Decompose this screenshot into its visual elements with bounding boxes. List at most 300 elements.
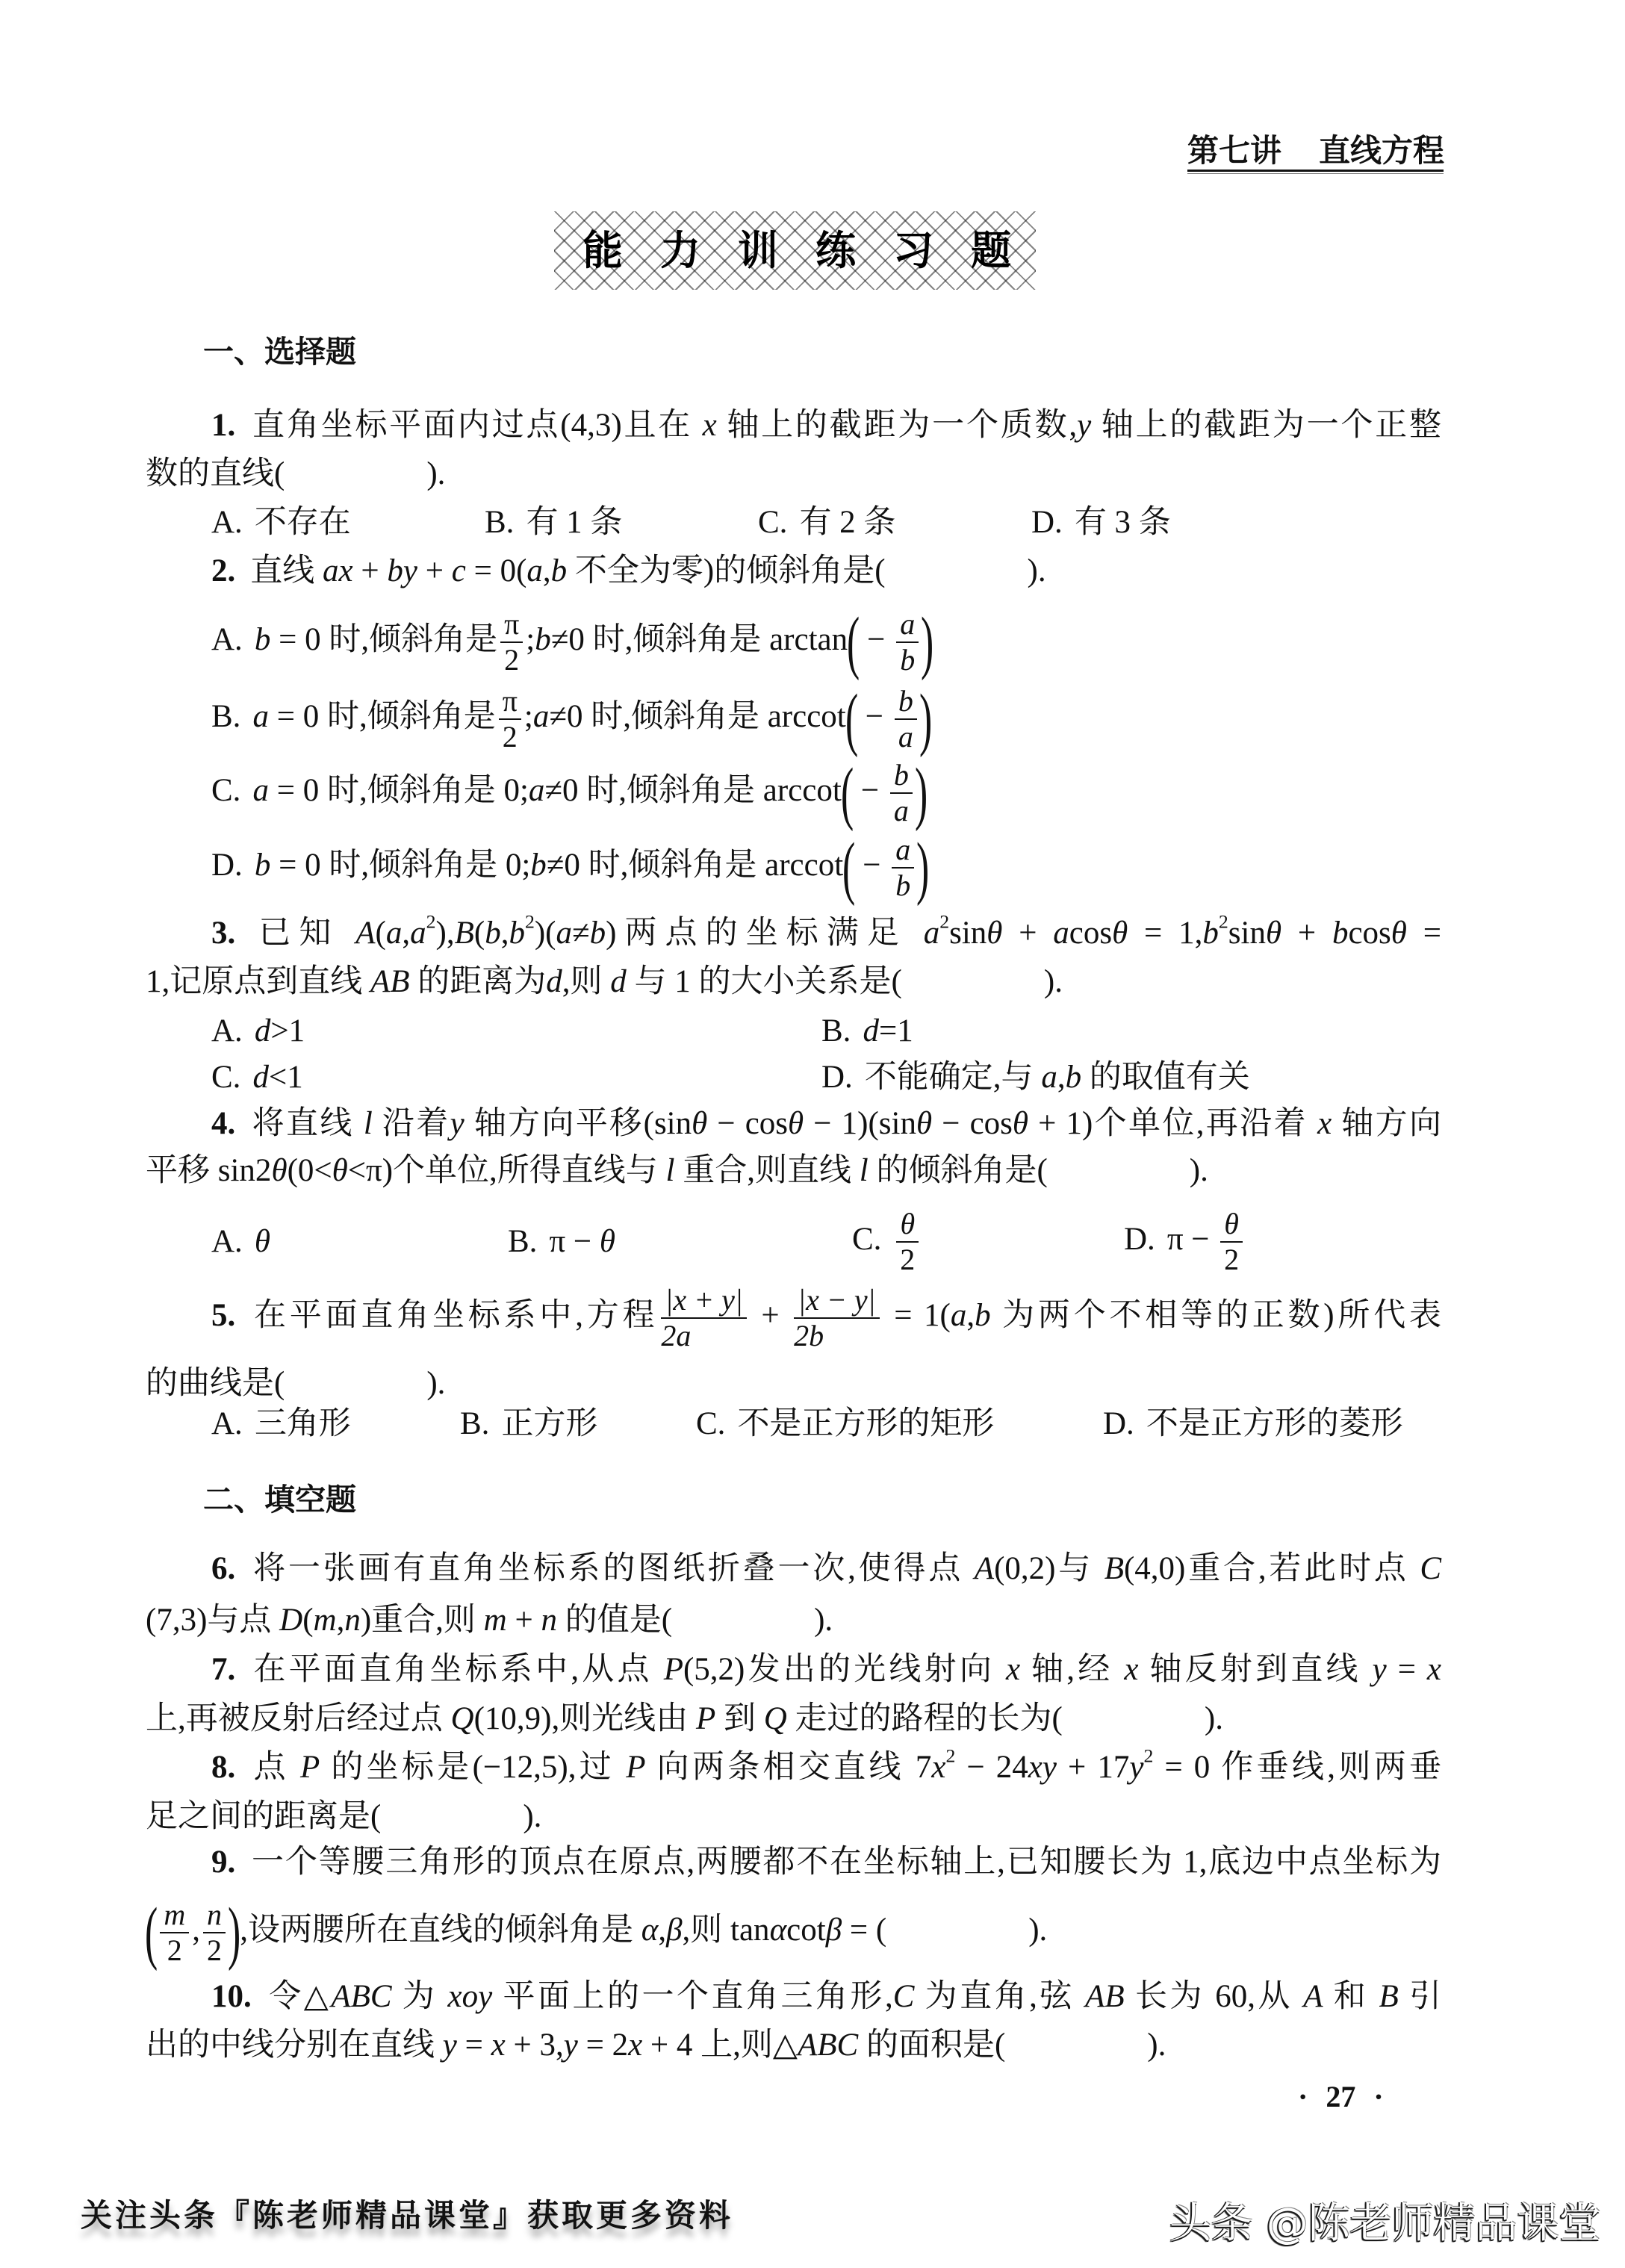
math-symbol: x [702,408,717,444]
question-text [146,964,1063,999]
text-run: 与 1 的大小关系是( [626,964,902,1000]
fraction [896,1208,919,1276]
math-symbol: ax [323,553,353,589]
line-content [211,1977,1441,2016]
fraction-denominator: a [893,794,909,827]
superscript: 2 [1218,910,1228,933]
text-run: 直线 [250,553,323,589]
math-symbol: c [451,553,466,589]
fraction-denominator: b [895,869,911,902]
question-text [146,1799,541,1834]
option-label: C. [211,772,241,808]
text-run: = 1( [882,1297,951,1333]
option-text [255,505,351,540]
question-3-line-1 [211,910,1441,957]
text-run: 一个等腰三角形的顶点在原点,两腰都不在坐标轴上,已知腰长为 1,底边中点坐标为 [250,1845,1441,1880]
text-run: = [456,2028,491,2063]
text-run: 不全为零)的倾斜角是( [567,553,886,589]
text-run: )( [534,916,556,951]
question-text [146,1603,833,1638]
large-parenthesis: ) [919,680,933,758]
question-9-line-2 [145,1894,1048,1972]
text-run: + 4 上,则△ [642,2028,798,2063]
math-symbol: b [589,916,606,951]
text-run: ). [426,456,446,492]
math-symbol: m [313,1603,337,1638]
math-symbol: x [1317,1106,1332,1142]
text-run: sin [1228,916,1266,951]
math-symbol: b [530,847,547,883]
line-content [146,963,1063,1001]
math-symbol: d [863,1013,879,1049]
option-b [485,499,622,547]
text-run: ). [1043,964,1063,1000]
option-label: D. [1031,505,1063,541]
fraction-numerator: |x − y| [794,1284,880,1319]
option-text [1146,1406,1403,1441]
text-run: + 17 [1056,1750,1130,1786]
text-run: 轴,经 [1020,1652,1125,1688]
fraction [895,686,917,753]
fraction-denominator: 2 [900,1243,916,1276]
question-number: 2. [211,553,236,589]
math-symbol: β [666,1912,683,1948]
option-text [501,1406,597,1441]
option-text [255,1224,270,1259]
superscript: 2 [426,910,436,933]
option-content [852,1208,922,1276]
question-number: 5. [211,1297,236,1333]
option-content [211,1405,351,1444]
text-run: ≠0 时,倾斜角是 arccot [546,847,844,883]
math-symbol: a [252,772,269,808]
option-label: D. [1103,1406,1134,1442]
option-a [211,603,934,681]
fraction-numerator: a [896,609,919,643]
option-text [254,829,930,907]
math-symbol: y [450,1106,464,1142]
math-symbol: A [974,1551,995,1587]
text-run: ). [1147,2028,1166,2063]
banner-title: 能力训练习题 [582,227,1048,274]
math-symbol: θ [271,1153,288,1189]
text-run: 的倾斜角是( [868,1153,1048,1189]
text-run: 直角坐标平面内过点(4,3)且在 [250,408,703,444]
text-run: 足之间的距离是( [146,1799,382,1835]
math-symbol: θ [788,1106,804,1142]
math-symbol: θ [1265,916,1282,951]
option-text [893,1207,922,1276]
option-content [211,829,930,907]
text-run: π − [549,1224,600,1260]
text-run: 三角形 [254,1406,351,1442]
option-content [696,1405,994,1444]
fraction-numerator: n [203,1899,226,1933]
line-content [211,1105,1441,1143]
option-label: A. [211,1224,243,1260]
text-run: , [542,553,551,589]
question-text [250,1652,1441,1687]
text-run: = 0 时,倾斜角是 0; [270,847,531,883]
line-content [146,455,445,494]
fraction [500,609,523,676]
line-content [146,1601,833,1640]
option-text [252,680,933,758]
question-number: 4. [211,1106,236,1142]
large-parenthesis: ( [840,754,854,832]
fraction-numerator: π [499,686,521,720]
math-symbol: a [252,698,269,734]
math-symbol: a [532,698,550,734]
question-8-line-2 [146,1793,541,1841]
text-run: cot [786,1912,826,1948]
option-content [211,1058,303,1097]
fraction-denominator: 2b [794,1319,824,1352]
option-a [211,1400,351,1448]
text-run: ( [375,916,386,951]
math-symbol: θ [987,916,1003,951]
option-content [821,1012,913,1051]
question-text [145,1894,1048,1972]
math-symbol: a [1053,916,1069,951]
fraction-denominator: 2 [167,1933,182,1967]
option-label: C. [696,1406,726,1442]
fraction-numerator: a [892,834,914,869]
text-run: 在平面直角坐标系中,从点 [250,1652,664,1688]
option-content [211,503,351,542]
text-run: ≠0 时,倾斜角是 arccot [544,772,842,808]
text-run: , [192,1912,200,1948]
text-run: = 0 作垂线,则两垂 [1153,1750,1442,1786]
question-6-line-2 [146,1597,833,1644]
math-symbol: y [1372,1652,1387,1688]
option-text [737,1406,994,1441]
watermark-footer-right: 头条 @陈老师精品课堂 [1169,2199,1601,2248]
option-content [211,680,933,758]
line-content [146,1364,445,1403]
text-run: + 3, [505,2028,564,2063]
option-a [211,499,351,547]
option-label: B. [211,698,241,734]
option-d [1124,1207,1246,1276]
fraction-denominator: 2 [1224,1243,1240,1276]
option-content [821,1058,1250,1097]
fraction [499,686,521,753]
text-run: cos [1348,916,1391,951]
math-symbol: AB [1085,1979,1125,2015]
math-symbol: a [528,772,545,808]
text-run: ). [1027,553,1046,589]
option-content [211,603,934,681]
text-run: , [336,1603,345,1638]
text-run: = 0 时,倾斜角是 [268,698,496,734]
option-d [1031,499,1171,547]
line-content [211,552,1046,591]
option-a [211,1007,305,1055]
option-text [799,505,895,540]
question-text [267,1979,1441,2014]
math-symbol: θ [254,1224,270,1260]
math-symbol: P [299,1750,320,1786]
large-parenthesis: ) [914,754,928,832]
math-symbol: d [546,964,562,1000]
text-run: ). [1204,1701,1223,1737]
text-run: 已知 [250,916,356,951]
option-label: D. [1124,1221,1155,1257]
math-symbol: l [859,1153,869,1189]
text-run: 为直角,弦 [914,1979,1086,2015]
text-run: , [966,1297,975,1333]
math-symbol: B [454,916,474,951]
text-run: 数的直线( [146,456,285,492]
text-run: − cos [932,1106,1013,1142]
option-content [1031,503,1171,542]
text-run: ,设两腰所在直线的倾斜角是 [240,1912,641,1948]
chapter-title: 直线方程 [1319,132,1445,169]
question-5-line-1 [211,1283,1441,1352]
math-symbol: b [535,621,551,657]
math-symbol: l [363,1106,373,1142]
superscript: 2 [945,1745,956,1767]
text-run: = 0 时,倾斜角是 [270,621,498,657]
fraction [1220,1208,1243,1276]
math-symbol: n [344,1603,361,1638]
question-7-line-2 [146,1695,1223,1743]
text-run: ). [1028,1912,1048,1948]
line-content [211,1745,1442,1787]
math-symbol: B [1104,1551,1124,1587]
question-10-line-2 [146,2022,1166,2069]
option-text [526,505,622,540]
math-symbol: a [526,553,543,589]
math-symbol: xoy [447,1979,493,2015]
question-number: 1. [211,408,236,444]
math-symbol: y [442,2028,457,2063]
option-content [211,1222,270,1261]
text-run: ( [302,1603,314,1638]
text-run: , [658,1912,667,1948]
text-run: = [1386,1652,1427,1688]
option-a [211,1218,270,1266]
math-symbol: A [355,916,376,951]
text-run: =1 [878,1013,913,1049]
question-4-line-2 [146,1147,1208,1195]
question-6-line-1 [211,1545,1441,1593]
math-symbol: b [254,621,271,657]
math-symbol: θ [332,1153,348,1189]
text-run: <1 [268,1060,303,1096]
question-1-line-2 [146,450,445,498]
fraction-numerator: θ [1220,1208,1243,1243]
text-run: π − [1166,1221,1218,1257]
question-text [250,553,1045,588]
option-content [211,754,928,832]
text-run: 长为 60,从 [1124,1979,1304,2015]
math-symbol: θ [1012,1106,1029,1142]
math-symbol: θ [916,1106,933,1142]
option-content [1103,1405,1403,1444]
line-content [211,406,1441,445]
text-run: + 1)个单位,再沿着 [1028,1106,1318,1142]
section-heading-multiple-choice: 一、选择题 [203,334,356,370]
question-8-line-1 [211,1744,1441,1792]
text-run: ). [426,1366,446,1402]
large-parenthesis: ) [227,1894,241,1972]
question-text [146,1701,1223,1736]
math-symbol: C [892,1979,915,2015]
math-symbol: x [1124,1652,1139,1688]
question-4-line-1 [211,1100,1441,1148]
option-text [254,603,934,681]
text-run: 和 [1323,1979,1379,2015]
math-symbol: β [825,1912,842,1948]
text-run: ( [473,916,485,951]
option-text [252,754,928,832]
fraction-denominator: 2 [504,643,520,677]
option-content [211,1012,305,1051]
text-run: 在平面直角坐标系中,方程 [250,1297,659,1333]
text-run: ), [435,916,455,951]
option-b [508,1218,615,1266]
page-number: · 27 · [1298,2080,1384,2113]
math-symbol: P [663,1652,683,1688]
math-symbol: y [1077,408,1092,444]
question-text [250,1745,1442,1786]
exercise-banner [554,211,1048,290]
text-run: 不是正方形的矩形 [737,1406,995,1442]
option-text [549,1224,615,1259]
text-run: (7,3)与点 [146,1603,280,1638]
math-symbol: x [1006,1652,1021,1688]
text-run: ; [523,698,533,734]
text-run: 的值是( [557,1603,673,1638]
text-run: 将直线 [250,1106,364,1142]
text-run: 轴反射到直线 [1138,1652,1373,1688]
text-run: = 0 时,倾斜角是 0; [268,772,529,808]
math-symbol: θ [1112,916,1128,951]
text-run: ). [814,1603,833,1638]
large-parenthesis: ( [145,1894,158,1972]
text-run: + [417,553,452,589]
text-run: 的取值有关 [1081,1060,1250,1096]
fraction [896,609,919,676]
question-number: 3. [211,916,236,951]
text-run: , [402,916,411,951]
line-content [211,1284,1441,1352]
math-symbol: AB [370,964,410,1000]
text-run: + [352,553,388,589]
math-symbol: m [483,1603,507,1638]
option-c [852,1207,922,1276]
option-content [460,1405,597,1444]
math-symbol: P [695,1701,716,1737]
fraction-numerator: b [895,686,917,720]
option-d [1103,1400,1403,1448]
text-run: 引 [1398,1979,1442,2015]
text-run: ,则 [562,964,611,1000]
math-symbol: C [1420,1551,1442,1587]
text-run: 出的中线分别在直线 [146,2028,443,2063]
option-label: B. [485,505,515,541]
text-run: 沿着 [372,1106,450,1142]
watermark-footer-left: 关注头条『陈老师精品课堂』获取更多资料 [81,2197,734,2234]
text-run: )重合,则 [360,1603,484,1638]
math-symbol: x [628,2028,643,2063]
math-symbol: θ [599,1224,616,1260]
math-symbol: a [410,916,426,951]
option-text [252,1060,302,1095]
math-symbol: x [931,1750,946,1786]
text-run: 向两条相交直线 7 [645,1750,932,1786]
text-run: 重合,则直线 [674,1153,860,1189]
option-c [758,499,895,547]
fraction [661,1284,747,1352]
line-content [146,1700,1223,1739]
text-run: ; [526,621,535,657]
fraction [890,759,913,827]
text-run: + [506,1603,541,1638]
option-text [865,1060,1250,1095]
question-9-line-1 [211,1839,1441,1886]
text-run: (5,2)发出的光线射向 [683,1652,1006,1688]
math-symbol: A [1303,1979,1323,2015]
option-c [696,1400,994,1448]
text-run: = 0( [465,553,527,589]
math-symbol: d [252,1060,269,1096]
text-run: ,则 tan [682,1912,770,1948]
text-run: (10,9),则光线由 [473,1701,696,1737]
text-run: >1 [270,1013,305,1049]
large-parenthesis: ) [921,603,934,681]
math-symbol: b [509,916,525,951]
line-content [211,1650,1441,1689]
math-symbol: α [769,1912,787,1948]
option-content [758,503,895,542]
text-run: − cos [707,1106,789,1142]
header-underline [1187,170,1444,172]
fraction [892,834,914,901]
text-run: ). [1189,1153,1208,1189]
text-run: , [1057,1060,1066,1096]
text-run: 有 3 条 [1074,505,1171,541]
math-symbol: θ [692,1106,708,1142]
text-run: <π)个单位,所得直线与 [347,1153,666,1189]
math-symbol: xy [1028,1750,1057,1786]
text-run: 轴方向平移(sin [464,1106,692,1142]
text-run: + [1002,916,1054,951]
option-content [485,503,622,542]
option-b [821,1007,913,1055]
text-run: = 1, [1128,916,1203,951]
fraction-denominator: a [898,720,913,754]
fraction-denominator: 2a [661,1319,692,1352]
question-number: 10. [211,1979,252,2015]
option-content [508,1222,615,1261]
question-number: 9. [211,1845,236,1880]
math-symbol: b [485,916,501,951]
header-underline-thin [1187,173,1444,174]
fraction-numerator: π [500,609,523,643]
math-symbol: a [1041,1060,1057,1096]
math-symbol: a [556,916,572,951]
option-text [1166,1207,1246,1276]
math-symbol: α [641,1912,659,1948]
fraction [160,1899,189,1966]
option-label: B. [460,1406,490,1442]
question-text [250,910,1441,951]
option-label: B. [508,1224,538,1260]
math-symbol: y [1129,1750,1144,1786]
